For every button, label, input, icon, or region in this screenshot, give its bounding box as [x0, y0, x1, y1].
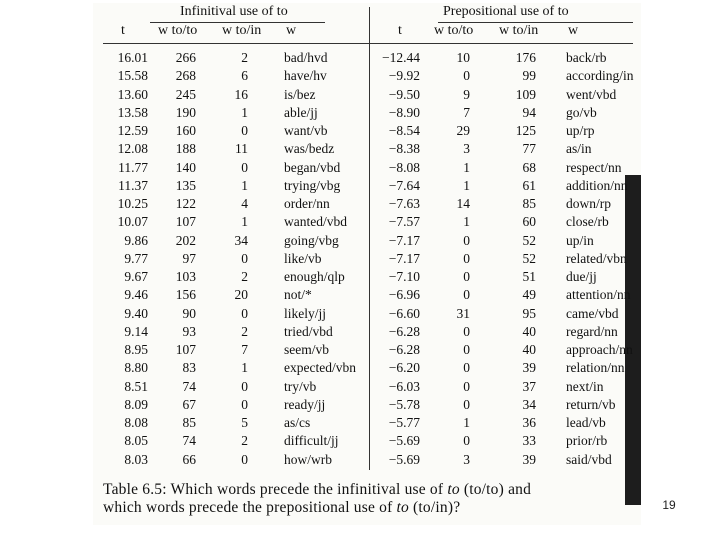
cell-w-left: like/vb — [284, 250, 322, 266]
cell-wtoto-left: 93 — [182, 323, 196, 339]
cell-wtoto-right: 3 — [463, 451, 470, 467]
cell-w-right: next/in — [566, 378, 604, 394]
cell-wtoin-left: 1 — [241, 177, 248, 193]
cell-t-right: −6.28 — [388, 342, 420, 357]
cell-t-right: −12.44 — [382, 50, 420, 65]
cell-t-left: 8.95 — [124, 342, 148, 357]
table-row — [0, 122, 720, 140]
cell-t-right: −7.17 — [388, 250, 420, 266]
cell-t-right: −6.96 — [388, 287, 420, 303]
caption-emph-2: to — [396, 499, 409, 516]
table-row — [0, 268, 720, 286]
cell-wtoin-right: 109 — [515, 86, 536, 102]
cell-wtoto-right: 0 — [463, 433, 470, 449]
cell-w-right: addition/nn — [566, 177, 628, 193]
cell-wtoto-right: 10 — [456, 50, 470, 65]
cell-w-left: tried/vbd — [284, 323, 333, 339]
cell-wtoin-right: 94 — [522, 104, 536, 120]
cell-w-right: back/rb — [566, 50, 607, 65]
cell-t-right: −7.57 — [388, 214, 420, 230]
cell-t-left: 12.08 — [117, 141, 148, 157]
cell-t-right: −6.28 — [388, 323, 420, 339]
cell-wtoto-right: 0 — [463, 360, 470, 376]
table-row — [0, 359, 720, 377]
cell-w-right: approach/nn — [566, 342, 633, 357]
cell-t-left: 8.80 — [124, 360, 148, 376]
cell-t-right: −8.08 — [388, 159, 420, 175]
col-header-wtoin-left: w to/in — [222, 23, 262, 38]
cell-wtoin-left: 7 — [241, 342, 248, 357]
table-row — [0, 67, 720, 85]
caption-suffix-2: (to/in)? — [408, 499, 461, 516]
cell-w-right: lead/vb — [566, 415, 606, 430]
cell-w-left: difficult/jj — [284, 433, 339, 449]
cell-w-left: wanted/vbd — [284, 214, 347, 230]
cell-wtoto-right: 29 — [456, 123, 470, 138]
cell-wtoin-left: 16 — [234, 86, 248, 102]
cell-wtoin-right: 176 — [515, 50, 536, 65]
cell-wtoin-left: 0 — [241, 396, 248, 412]
cell-t-right: −5.78 — [388, 396, 420, 412]
table-row — [0, 232, 720, 250]
cell-w-left: ready/jj — [284, 396, 326, 412]
cell-t-left: 12.59 — [117, 123, 148, 138]
cell-t-right: −8.38 — [388, 141, 420, 157]
cell-w-left: seem/vb — [284, 342, 329, 357]
cell-wtoin-right: 125 — [515, 123, 536, 138]
cell-t-left: 8.09 — [124, 396, 148, 412]
cell-wtoin-right: 37 — [522, 378, 536, 394]
cell-wtoin-left: 0 — [241, 123, 248, 138]
cell-w-right: return/vb — [566, 396, 616, 412]
cell-w-right: related/vbn — [566, 250, 627, 266]
cell-wtoto-right: 14 — [456, 196, 470, 211]
cell-wtoin-left: 1 — [241, 360, 248, 376]
cell-t-left: 13.60 — [117, 86, 148, 102]
cell-t-left: 9.40 — [124, 305, 148, 321]
table-row — [0, 213, 720, 231]
table-row — [0, 250, 720, 268]
group-header-infinitival — [180, 4, 312, 20]
table-row — [0, 414, 720, 432]
cell-wtoto-left: 74 — [182, 433, 196, 449]
cell-t-right: −5.77 — [388, 415, 420, 430]
cell-w-right: up/in — [566, 232, 594, 248]
table-row — [0, 286, 720, 304]
cell-w-right: go/vb — [566, 104, 597, 120]
cell-wtoto-right: 0 — [463, 232, 470, 248]
cell-wtoto-right: 9 — [463, 86, 470, 102]
cell-t-left: 8.51 — [124, 378, 148, 394]
group-header-infinitival-label: Infinitival use of to — [180, 4, 288, 19]
cell-t-right: −9.50 — [388, 86, 420, 102]
cell-wtoin-right: 49 — [522, 287, 536, 303]
cell-wtoin-right: 68 — [522, 159, 536, 175]
cell-w-right: up/rp — [566, 123, 595, 138]
cell-wtoto-right: 0 — [463, 287, 470, 303]
cell-wtoto-left: 202 — [175, 232, 196, 248]
cell-t-left: 15.58 — [117, 68, 148, 84]
cell-t-right: −7.17 — [388, 232, 420, 248]
cell-wtoto-left: 67 — [182, 396, 196, 412]
cell-wtoto-left: 103 — [175, 269, 196, 284]
cell-wtoin-right: 61 — [522, 177, 536, 193]
cell-wtoin-left: 11 — [235, 141, 248, 157]
cell-t-left: 9.14 — [124, 323, 148, 339]
cell-t-right: −6.60 — [388, 305, 420, 321]
cell-t-left: 9.46 — [124, 287, 148, 303]
cell-wtoin-right: 39 — [522, 360, 536, 376]
cell-wtoin-left: 4 — [241, 196, 248, 211]
cell-wtoin-left: 2 — [241, 269, 248, 284]
cell-wtoto-left: 97 — [182, 250, 196, 266]
cell-w-right: due/jj — [566, 269, 597, 284]
cell-wtoin-right: 34 — [522, 396, 536, 412]
table-row — [0, 451, 720, 469]
table-row — [0, 195, 720, 213]
cell-wtoin-right: 77 — [522, 141, 536, 157]
cell-wtoto-right: 1 — [463, 214, 470, 230]
cell-wtoin-left: 0 — [241, 451, 248, 467]
cell-t-left: 8.08 — [124, 415, 148, 430]
col-header-w-left: w — [286, 23, 297, 38]
cell-wtoto-right: 0 — [463, 269, 470, 284]
cell-t-right: −5.69 — [388, 451, 420, 467]
cell-wtoin-left: 0 — [241, 159, 248, 175]
cell-wtoin-left: 2 — [241, 433, 248, 449]
cell-wtoto-left: 156 — [175, 287, 196, 303]
cell-wtoin-right: 60 — [522, 214, 536, 230]
cell-wtoin-left: 2 — [241, 50, 248, 65]
cell-wtoin-right: 40 — [522, 342, 536, 357]
caption-text-2: which words precede the prepositional use of — [103, 499, 397, 516]
cell-w-left: enough/qlp — [284, 269, 345, 284]
col-header-t-right: t — [398, 23, 402, 38]
cell-wtoin-left: 0 — [241, 378, 248, 394]
group-header-prepositional — [443, 4, 593, 20]
cell-wtoin-right: 52 — [522, 232, 536, 248]
cell-w-right: regard/nn — [566, 323, 618, 339]
table-row — [0, 432, 720, 450]
cell-w-right: respect/nn — [566, 159, 622, 175]
table-row — [0, 49, 720, 67]
cell-t-left: 10.25 — [117, 196, 148, 211]
cell-wtoto-right: 1 — [463, 177, 470, 193]
caption-line-1 — [103, 481, 531, 499]
cell-wtoto-right: 0 — [463, 323, 470, 339]
cell-w-left: going/vbg — [284, 232, 339, 248]
cell-wtoto-right: 0 — [463, 342, 470, 357]
cell-w-right: down/rp — [566, 196, 611, 211]
cell-wtoin-left: 1 — [241, 214, 248, 230]
col-header-w-right: w — [568, 23, 579, 38]
cell-wtoto-right: 1 — [463, 159, 470, 175]
cell-wtoin-left: 2 — [241, 323, 248, 339]
cell-wtoin-left: 1 — [241, 104, 248, 120]
cell-wtoin-right: 36 — [522, 415, 536, 430]
cell-wtoto-left: 66 — [182, 451, 196, 467]
header-rule — [103, 43, 633, 44]
cell-t-right: −5.69 — [388, 433, 420, 449]
cell-w-left: is/bez — [284, 86, 316, 102]
cell-wtoin-left: 34 — [234, 232, 248, 248]
cell-wtoto-left: 160 — [175, 123, 196, 138]
table-row — [0, 86, 720, 104]
cell-w-left: bad/hvd — [284, 50, 328, 65]
cell-t-right: −7.63 — [388, 196, 420, 211]
cell-w-left: order/nn — [284, 196, 330, 211]
cell-w-right: relation/nn — [566, 360, 625, 376]
cell-wtoin-right: 85 — [522, 196, 536, 211]
cell-wtoin-left: 0 — [241, 250, 248, 266]
cell-w-left: likely/jj — [284, 305, 326, 321]
cell-w-left: how/wrb — [284, 451, 332, 467]
cell-t-right: −6.03 — [388, 378, 420, 394]
cell-wtoto-right: 0 — [463, 250, 470, 266]
cell-w-left: as/cs — [284, 415, 311, 430]
cell-w-left: not/* — [284, 287, 312, 303]
table-row — [0, 177, 720, 195]
cell-w-right: went/vbd — [566, 86, 617, 102]
cell-w-right: came/vbd — [566, 305, 619, 321]
cell-wtoin-right: 99 — [522, 68, 536, 84]
cell-t-right: −9.92 — [388, 68, 420, 84]
cell-t-left: 16.01 — [117, 50, 148, 65]
table-row — [0, 341, 720, 359]
cell-t-right: −7.64 — [388, 177, 420, 193]
cell-wtoin-right: 40 — [522, 323, 536, 339]
cell-wtoto-right: 0 — [463, 68, 470, 84]
page-number: 19 — [662, 498, 676, 512]
cell-wtoin-left: 5 — [241, 415, 248, 430]
table-row — [0, 104, 720, 122]
cell-w-right: as/in — [566, 141, 592, 157]
cell-t-left: 10.07 — [117, 214, 148, 230]
table-row — [0, 396, 720, 414]
cell-wtoto-left: 90 — [182, 305, 196, 321]
cell-t-left: 9.67 — [124, 269, 148, 284]
cell-wtoto-left: 268 — [175, 68, 196, 84]
cell-w-left: able/jj — [284, 104, 318, 120]
col-header-t-left: t — [121, 23, 125, 38]
cell-wtoto-right: 3 — [463, 141, 470, 157]
cell-wtoto-left: 74 — [182, 378, 196, 394]
cell-w-left: was/bedz — [284, 141, 335, 157]
cell-wtoto-left: 190 — [175, 104, 196, 120]
cell-wtoto-left: 107 — [175, 342, 196, 357]
caption-label: Table 6.5: — [103, 481, 167, 498]
cell-wtoto-right: 0 — [463, 378, 470, 394]
cell-wtoto-left: 188 — [175, 141, 196, 157]
cell-w-right: according/in — [566, 68, 634, 84]
cell-wtoin-left: 0 — [241, 305, 248, 321]
cell-t-left: 11.37 — [118, 177, 148, 193]
cell-w-left: expected/vbn — [284, 360, 356, 376]
cell-wtoto-left: 266 — [175, 50, 196, 65]
cell-t-left: 8.03 — [124, 451, 148, 467]
cell-t-right: −8.54 — [388, 123, 420, 138]
cell-w-left: try/vb — [284, 378, 317, 394]
cell-w-left: trying/vbg — [284, 177, 341, 193]
table-row — [0, 140, 720, 158]
cell-wtoto-left: 85 — [182, 415, 196, 430]
cell-wtoto-right: 7 — [463, 104, 470, 120]
caption-suffix-1: (to/to) and — [459, 481, 532, 498]
cell-t-right: −7.10 — [388, 269, 420, 284]
caption-emph-1: to — [447, 481, 460, 498]
caption-line-2 — [103, 499, 460, 517]
cell-t-left: 8.05 — [124, 433, 148, 449]
cell-wtoin-left: 6 — [241, 68, 248, 84]
col-header-wtoto-left: w to/to — [158, 23, 198, 38]
cell-wtoto-right: 0 — [463, 396, 470, 412]
cell-wtoto-left: 107 — [175, 214, 196, 230]
cell-wtoto-right: 31 — [456, 305, 470, 321]
cell-t-left: 9.86 — [124, 232, 148, 248]
caption-text-1: Which words precede the infinitival use of — [166, 481, 448, 498]
cell-wtoto-left: 122 — [175, 196, 196, 211]
cell-wtoto-left: 83 — [182, 360, 196, 376]
cell-w-left: began/vbd — [284, 159, 341, 175]
cell-wtoin-left: 20 — [234, 287, 248, 303]
table-row — [0, 323, 720, 341]
cell-wtoin-right: 52 — [522, 250, 536, 266]
cell-wtoin-right: 51 — [522, 269, 536, 284]
cell-t-left: 9.77 — [124, 250, 148, 266]
cell-wtoin-right: 39 — [522, 451, 536, 467]
cell-t-left: 11.77 — [118, 159, 148, 175]
cell-w-right: prior/rb — [566, 433, 608, 449]
cell-wtoin-right: 33 — [522, 433, 536, 449]
col-header-wtoin-right: w to/in — [499, 23, 539, 38]
table-row — [0, 159, 720, 177]
cell-wtoto-right: 1 — [463, 415, 470, 430]
table-row — [0, 378, 720, 396]
table-row — [0, 305, 720, 323]
cell-w-left: want/vb — [284, 123, 328, 138]
cell-w-right: close/rb — [566, 214, 609, 230]
cell-wtoto-left: 140 — [175, 159, 196, 175]
cell-wtoto-left: 135 — [175, 177, 196, 193]
cell-t-left: 13.58 — [117, 104, 148, 120]
cell-w-left: have/hv — [284, 68, 327, 84]
col-header-wtoto-right: w to/to — [434, 23, 474, 38]
group-header-prepositional-label: Prepositional use of to — [443, 4, 569, 19]
cell-wtoin-right: 95 — [522, 305, 536, 321]
cell-w-right: attention/nn — [566, 287, 631, 303]
cell-wtoto-left: 245 — [175, 86, 196, 102]
cell-t-right: −8.90 — [388, 104, 420, 120]
cell-w-right: said/vbd — [566, 451, 612, 467]
cell-t-right: −6.20 — [388, 360, 420, 376]
